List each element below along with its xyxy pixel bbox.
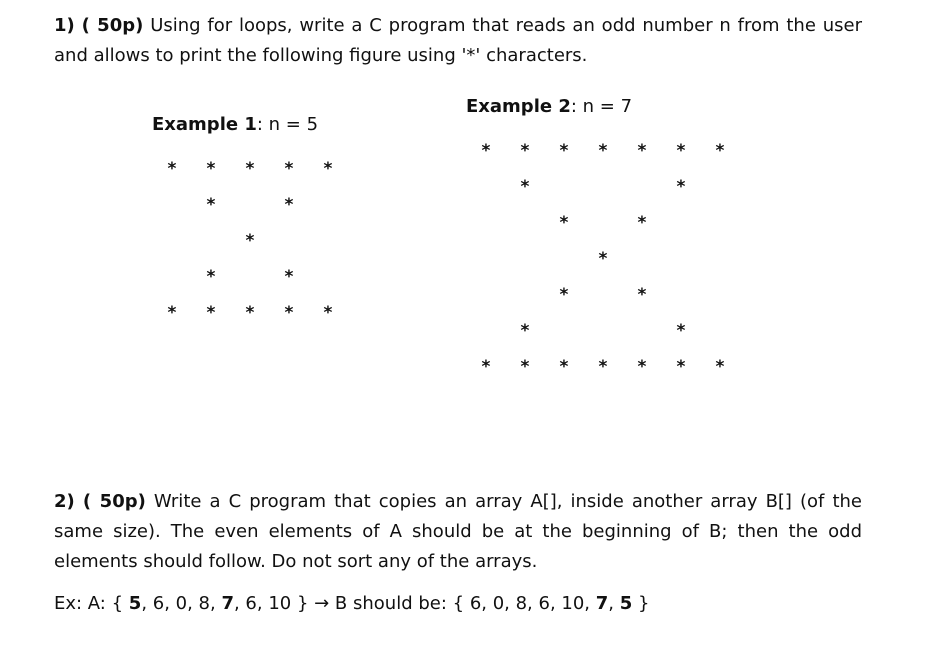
blank-cell — [160, 229, 184, 253]
example-2-star-pattern — [474, 139, 747, 391]
blank-cell — [708, 211, 732, 235]
star-character: * — [520, 321, 530, 341]
star-character: * — [167, 303, 177, 323]
example-b-value-7: 7 — [595, 593, 609, 614]
star-character: * — [598, 249, 608, 269]
star-character: * — [284, 267, 294, 287]
blank-cell — [474, 175, 498, 199]
star-character: * — [559, 141, 569, 161]
blank-cell — [316, 229, 340, 253]
star-character: * — [323, 159, 333, 179]
star-character: * — [284, 303, 294, 323]
star-character: * — [637, 357, 647, 377]
star-character: * — [559, 285, 569, 305]
example-separator: , — [608, 593, 620, 614]
star-character: * — [520, 141, 530, 161]
example-1-param: : n = 5 — [256, 114, 319, 135]
blank-cell — [238, 193, 262, 217]
question-2-points: ( 50p) — [82, 491, 146, 512]
blank-cell — [474, 319, 498, 343]
star-character: * — [676, 141, 686, 161]
star-character: * — [559, 357, 569, 377]
star-character: * — [323, 303, 333, 323]
blank-cell — [474, 211, 498, 235]
example-1-title — [152, 113, 318, 137]
star-character: * — [637, 213, 647, 233]
star-character: * — [481, 357, 491, 377]
star-character: * — [245, 159, 255, 179]
example-a-value-7: 7 — [221, 593, 234, 614]
star-character: * — [520, 177, 530, 197]
blank-cell — [316, 193, 340, 217]
question-2 — [54, 487, 862, 577]
star-character: * — [676, 321, 686, 341]
star-character: * — [167, 159, 177, 179]
blank-cell — [630, 175, 654, 199]
blank-cell — [708, 247, 732, 271]
example-2-param: : n = 7 — [570, 96, 633, 117]
question-1-number: 1) — [54, 15, 75, 36]
star-character: * — [206, 195, 216, 215]
example-2-title — [466, 95, 632, 119]
star-character: * — [598, 357, 608, 377]
example-a-value-5: 5 — [128, 593, 142, 614]
star-character: * — [715, 141, 725, 161]
example-2-label: Example 2 — [466, 96, 571, 117]
blank-cell — [591, 283, 615, 307]
blank-cell — [474, 247, 498, 271]
star-character: * — [245, 303, 255, 323]
blank-cell — [513, 283, 537, 307]
blank-cell — [630, 319, 654, 343]
example-1-star-pattern — [160, 157, 355, 337]
blank-cell — [669, 283, 693, 307]
star-character: * — [676, 357, 686, 377]
blank-cell — [277, 229, 301, 253]
star-character: * — [284, 159, 294, 179]
example-mid-1: , 6, 0, 8, — [141, 593, 222, 614]
blank-cell — [474, 283, 498, 307]
question-1 — [54, 11, 862, 71]
star-character: * — [520, 357, 530, 377]
blank-cell — [552, 247, 576, 271]
star-character: * — [715, 357, 725, 377]
blank-cell — [199, 229, 223, 253]
star-character: * — [481, 141, 491, 161]
blank-cell — [160, 265, 184, 289]
star-character: * — [676, 177, 686, 197]
blank-cell — [513, 211, 537, 235]
blank-cell — [513, 247, 537, 271]
star-character: * — [206, 267, 216, 287]
blank-cell — [630, 247, 654, 271]
blank-cell — [669, 247, 693, 271]
blank-cell — [552, 319, 576, 343]
star-character: * — [284, 195, 294, 215]
star-character: * — [598, 141, 608, 161]
question-2-number: 2) — [54, 491, 75, 512]
blank-cell — [669, 211, 693, 235]
example-b-value-5: 5 — [619, 593, 633, 614]
star-character: * — [206, 159, 216, 179]
star-character: * — [245, 231, 255, 251]
example-1-label: Example 1 — [152, 114, 257, 135]
example-prefix: Ex: A: { — [54, 593, 129, 614]
example-line — [54, 589, 649, 619]
example-mid-2: , 6, 10 } → B should be: { 6, 0, 8, 6, 10, — [233, 593, 596, 614]
star-character: * — [559, 213, 569, 233]
blank-cell — [591, 319, 615, 343]
blank-cell — [591, 211, 615, 235]
star-character: * — [637, 141, 647, 161]
blank-cell — [591, 175, 615, 199]
example-suffix: } — [632, 593, 650, 614]
blank-cell — [708, 175, 732, 199]
star-character: * — [206, 303, 216, 323]
question-2-text: Write a C program that copies an array A[], inside another array B[] (of the same size). The even elements of A should be at the beginning of B; then the odd elements should follow. Do not sort any of the arrays. — [54, 491, 862, 572]
blank-cell — [708, 319, 732, 343]
blank-cell — [160, 193, 184, 217]
blank-cell — [316, 265, 340, 289]
blank-cell — [552, 175, 576, 199]
blank-cell — [708, 283, 732, 307]
blank-cell — [238, 265, 262, 289]
star-character: * — [637, 285, 647, 305]
question-1-points: ( 50p) — [81, 15, 144, 36]
question-1-text: Using for loops, write a C program that reads an odd number n from the user and allows to print the following figure using '*' characters. — [54, 15, 862, 66]
